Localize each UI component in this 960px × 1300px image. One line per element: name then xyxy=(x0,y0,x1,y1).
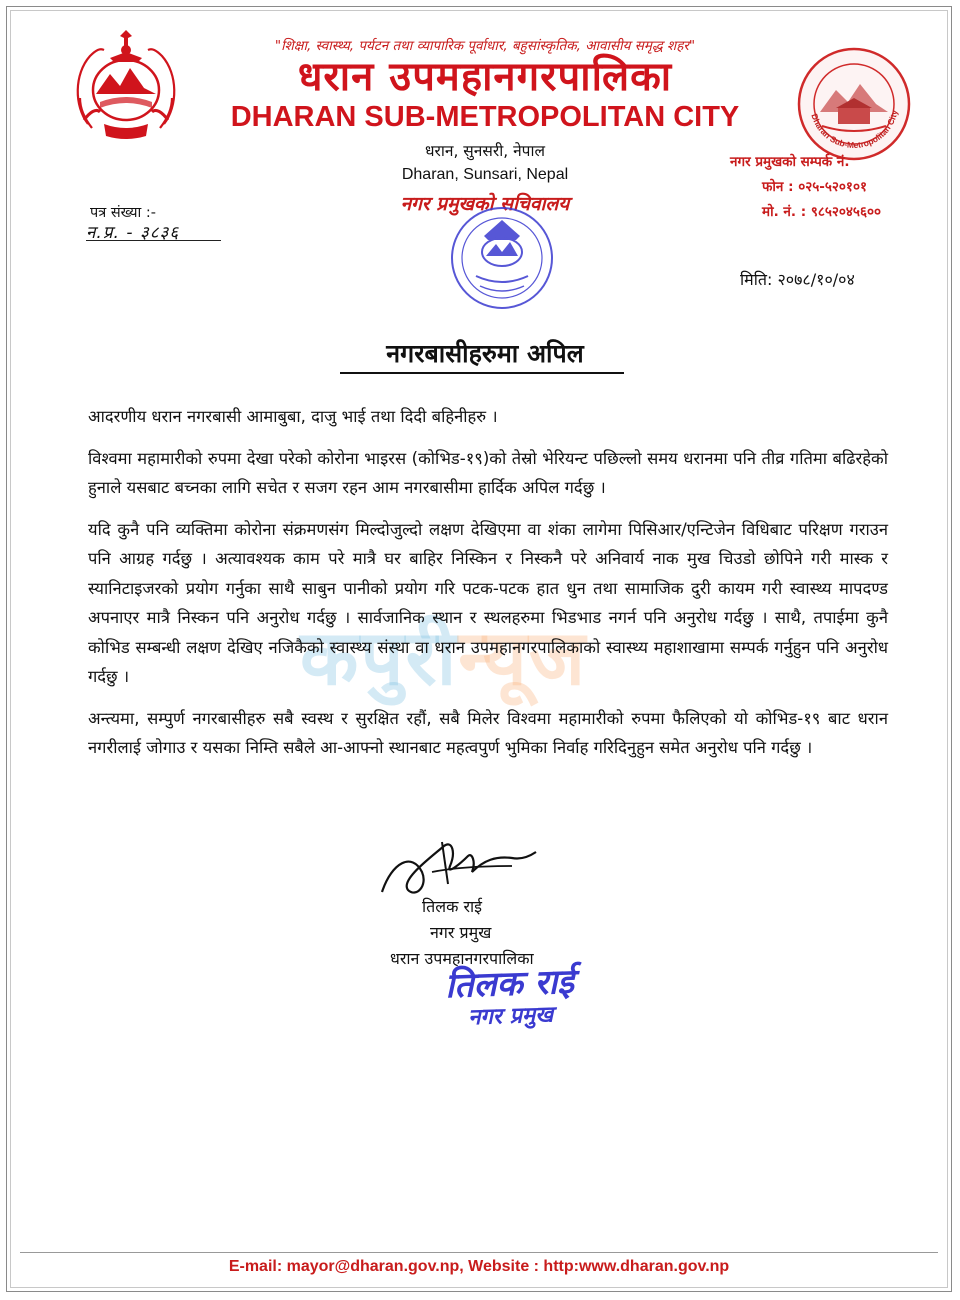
contact-heading: नगर प्रमुखको सम्पर्क नं. xyxy=(730,154,850,170)
stamp-title: नगर प्रमुख xyxy=(467,1002,554,1031)
letter-title: नगरबासीहरुमा अपिल xyxy=(386,339,584,368)
city-slogan: "शिक्षा, स्वास्थ्य, पर्यटन तथा व्यापारिक पूर्वाधार, बहुसांस्कृतिक, आवासीय समृद्ध शहर" xyxy=(274,38,696,54)
reference-label: पत्र संख्या :- xyxy=(90,205,157,221)
letter-date: मिति: २०७८/१०/०४ xyxy=(740,270,855,289)
mayor-contact-block xyxy=(730,150,930,225)
city-name-english: DHARAN SUB-METROPOLITAN CITY xyxy=(230,101,740,133)
name-stamp xyxy=(409,961,611,1034)
footer-divider xyxy=(20,1252,938,1253)
reference-underline xyxy=(86,240,221,241)
watermark-part1: कपुरी xyxy=(300,613,459,702)
seal-text: Dharan Sub-Metropolitan City xyxy=(809,109,900,151)
contact-phone: फोन : ०२५-५२०१०१ xyxy=(762,179,867,195)
footer-contact: E-mail: mayor@dharan.gov.np, Website : http:www.dharan.gov.np xyxy=(228,1258,730,1275)
title-underline xyxy=(340,372,624,374)
address-english: Dharan, Sunsari, Nepal xyxy=(401,166,569,183)
dharan-city-seal-icon xyxy=(796,46,912,162)
signatory-title: नगर प्रमुख xyxy=(430,923,492,942)
office-name: नगर प्रमुखको सचिवालय xyxy=(400,193,570,215)
salutation: आदरणीय धरान नगरबासी आमाबुबा, दाजु भाई तथा दिदी बहिनीहरु । xyxy=(88,407,498,426)
nepal-emblem-icon xyxy=(70,28,182,146)
body-paragraph-1: विश्वमा महामारीको रुपमा देखा परेको कोरोना भाइरस (कोभिड-१९)को तेस्रो भेरियन्ट पछिल्लो समय धरानमा पनि तीव्र गतिमा बढिरहेको हुनाले यसबाट बच्नका लागि सचेत र सजग रहन आम नगरबासीमा हार्दिक अपिल गर्दछु । xyxy=(88,448,888,497)
body-paragraph-2: यदि कुनै पनि व्यक्तिमा कोरोना संक्रमणसंग मिल्दोजुल्दो लक्षण देखिएमा वा शंका लागेमा पिसिआर/एन्टिजेन विधिबाट परिक्षण गराउन पनि आग्रह गर्दछु । अत्यावश्यक काम परे मात्रै घर बाहिर निस्किन र निस्कनै परे अनिवार्य नाक मुख चिउडो छोपिने गरी मास्क र स्यानिटाइजरको प्रयोग गर्नुका साथै साबुन पानीको प्रयोग गरि पटक-पटक हात धुन तथा सामाजिक दुरी कायम गरी स्वास्थ्य मापदण्ड अपनाएर मात्रै निस्कन पनि अनुरोध गर्दछु । सार्वजानिक स्थान र स्थलहरुमा भिडभाड नगर्न पनि अनुरोध गर्दछु । साथै, तपाईमा कुनै कोभिड सम्बन्धी लक्षण देखिए नजिकैको स्वास्थ्य संस्था वा धरान उपमहानगरपालिकाको स्वास्थ्य महाशाखामा सम्पर्क गर्नुहुन पनि अनुरोध गर्दछु । xyxy=(88,519,888,686)
contact-mobile: मो. नं. : ९८५२०४५६०० xyxy=(762,204,882,220)
signatory-organization: धरान उपमहानगरपालिका xyxy=(390,949,534,968)
city-name-nepali: धरान उपमहानगरपालिका xyxy=(297,54,673,100)
body-paragraph-3: अन्त्यमा, सम्पुर्ण नगरबासीहरु सबै स्वस्थ र सुरक्षित रहौं, सबै मिलेर विश्वमा महामारीको रुपमा फैलिएको यो कोभिड-१९ बाट धरान नगरीलाई जोगाउ र यसका निम्ति सबैले आ-आफ्नो स्थानबाट महत्वपुर्ण भुमिका निर्वाह गरिदिनुहुन समेत अनुरोध पनि गर्दछु । xyxy=(88,708,888,757)
address-nepali: धरान, सुनसरी, नेपाल xyxy=(424,142,546,160)
reference-number: न.प्र. - ३८३६ xyxy=(86,223,180,243)
stamp-name: तिलक राई xyxy=(444,961,575,1007)
watermark-part2: न्यूज xyxy=(458,613,588,702)
office-round-stamp-icon xyxy=(440,196,570,326)
letter-body xyxy=(88,402,888,775)
signatory-name: तिलक राई xyxy=(422,897,483,916)
